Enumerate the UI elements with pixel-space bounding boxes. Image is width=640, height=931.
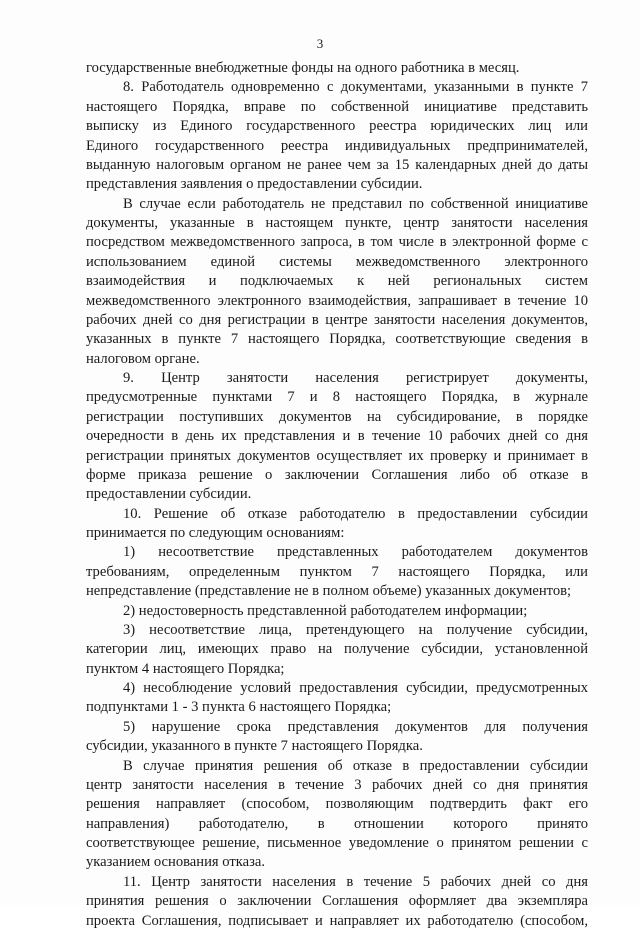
text-line: 4) несоблюдение условий предоставления субсидии, предусмотренных bbox=[123, 680, 588, 696]
text-line: указанных в пункте 7 настоящего Порядка, соответствующие сведения в bbox=[86, 331, 588, 348]
text-line: форме приказа решение о заключении Соглашения либо об отказе в bbox=[86, 466, 588, 483]
text-line: 5) нарушение срока представления документов для получения bbox=[123, 718, 588, 735]
text-line: проекта Соглашения, подписывает и направляет их работодателю (способом, bbox=[86, 912, 588, 929]
text-line: требованиям, определенным пунктом 7 настоящего Порядка, или bbox=[86, 563, 588, 580]
text-line: представления заявления о предоставлении субсидии. bbox=[86, 176, 423, 193]
text-line: предоставлении субсидии. bbox=[86, 486, 252, 503]
text-line: пунктом 4 настоящего Порядка; bbox=[86, 660, 285, 677]
text-line: Единого государственного реестра индивидуальных предпринимателей, bbox=[86, 137, 588, 154]
text-line: налоговом органе. bbox=[86, 350, 200, 367]
text-line: предусмотренные пунктами 7 и 8 настоящего Порядка, в журнале bbox=[86, 389, 588, 406]
text-line: межведомственного электронного взаимодействия, запрашивает в течение 10 bbox=[86, 292, 588, 309]
text-line: В случае если работодатель не представил по собственной инициативе bbox=[123, 195, 588, 212]
text-line: государственные внебюджетные фонды на одного работника в месяц. bbox=[86, 60, 520, 76]
text-line: непредставление (представление не в полном объеме) указанных документов; bbox=[86, 583, 572, 600]
text-line: регистрации поступивших документов на субсидирование, в порядке bbox=[86, 408, 588, 425]
text-line: выписку из Единого государственного реестра юридических лиц или bbox=[86, 118, 588, 135]
text-line: 2) недостоверность представленной работодателем информации; bbox=[123, 602, 528, 619]
text-line: принятия решения о заключении Соглашения оформляет два экземпляра bbox=[86, 893, 588, 910]
text-line: направления) работодателю, в отношении которого принято bbox=[86, 815, 588, 832]
text-line: центр занятости населения в течение 3 рабочих дней со дня принятия bbox=[86, 776, 588, 793]
text-line: регистрации принятых документов осуществляет их проверку и принимает в bbox=[86, 447, 588, 464]
text-line: рабочих дней со дня регистрации в центре занятости населения документов, bbox=[86, 311, 588, 328]
text-line: посредством межведомственного запроса, в том числе в электронной форме с bbox=[86, 234, 588, 251]
page-number: 3 bbox=[316, 36, 324, 51]
text-line: использованием единой системы межведомственного электронного bbox=[86, 253, 588, 270]
text-line: категории лиц, имеющих право на получение субсидии, установленной bbox=[86, 641, 588, 658]
body-text bbox=[86, 59, 588, 931]
text-line: субсидии, указанного в пункте 7 настоящего Порядка. bbox=[86, 738, 423, 755]
text-line: подпунктами 1 - 3 пункта 6 настоящего Порядка; bbox=[86, 699, 392, 716]
text-line: документы, указанные в настоящем пункте, центр занятости населения bbox=[86, 215, 588, 231]
text-line: 8. Работодатель одновременно с документами, указанными в пункте 7 bbox=[123, 79, 588, 96]
text-line: 9. Центр занятости населения регистрирует документы, bbox=[123, 370, 588, 386]
text-line: решения направляет (способом, позволяющим подтвердить факт его bbox=[86, 796, 588, 813]
text-line: принимается по следующим основаниям: bbox=[86, 525, 345, 541]
text-line: 10. Решение об отказе работодателю в предоставлении субсидии bbox=[123, 505, 588, 522]
text-line: взаимодействия и подключаемых к ней региональных систем bbox=[86, 273, 588, 290]
text-line: соответствующее решение, письменное уведомление о принятом решении с bbox=[86, 835, 588, 851]
text-line: выданную налоговым органом не ранее чем за 15 календарных дней до даты bbox=[86, 156, 588, 173]
text-line: 3) несоответствие лица, претендующего на получение субсидии, bbox=[123, 621, 588, 638]
text-line: указанием основания отказа. bbox=[86, 854, 265, 871]
text-line: В случае принятия решения об отказе в предоставлении субсидии bbox=[123, 757, 588, 774]
text-line: настоящего Порядка, вправе по собственной инициативе представить bbox=[86, 98, 588, 115]
text-line: 1) несоответствие представленных работодателем документов bbox=[123, 544, 588, 561]
text-line: очередности в день их представления и в течение 10 рабочих дней со дня bbox=[86, 428, 588, 445]
text-line: 11. Центр занятости населения в течение 5 рабочих дней со дня bbox=[123, 873, 588, 890]
